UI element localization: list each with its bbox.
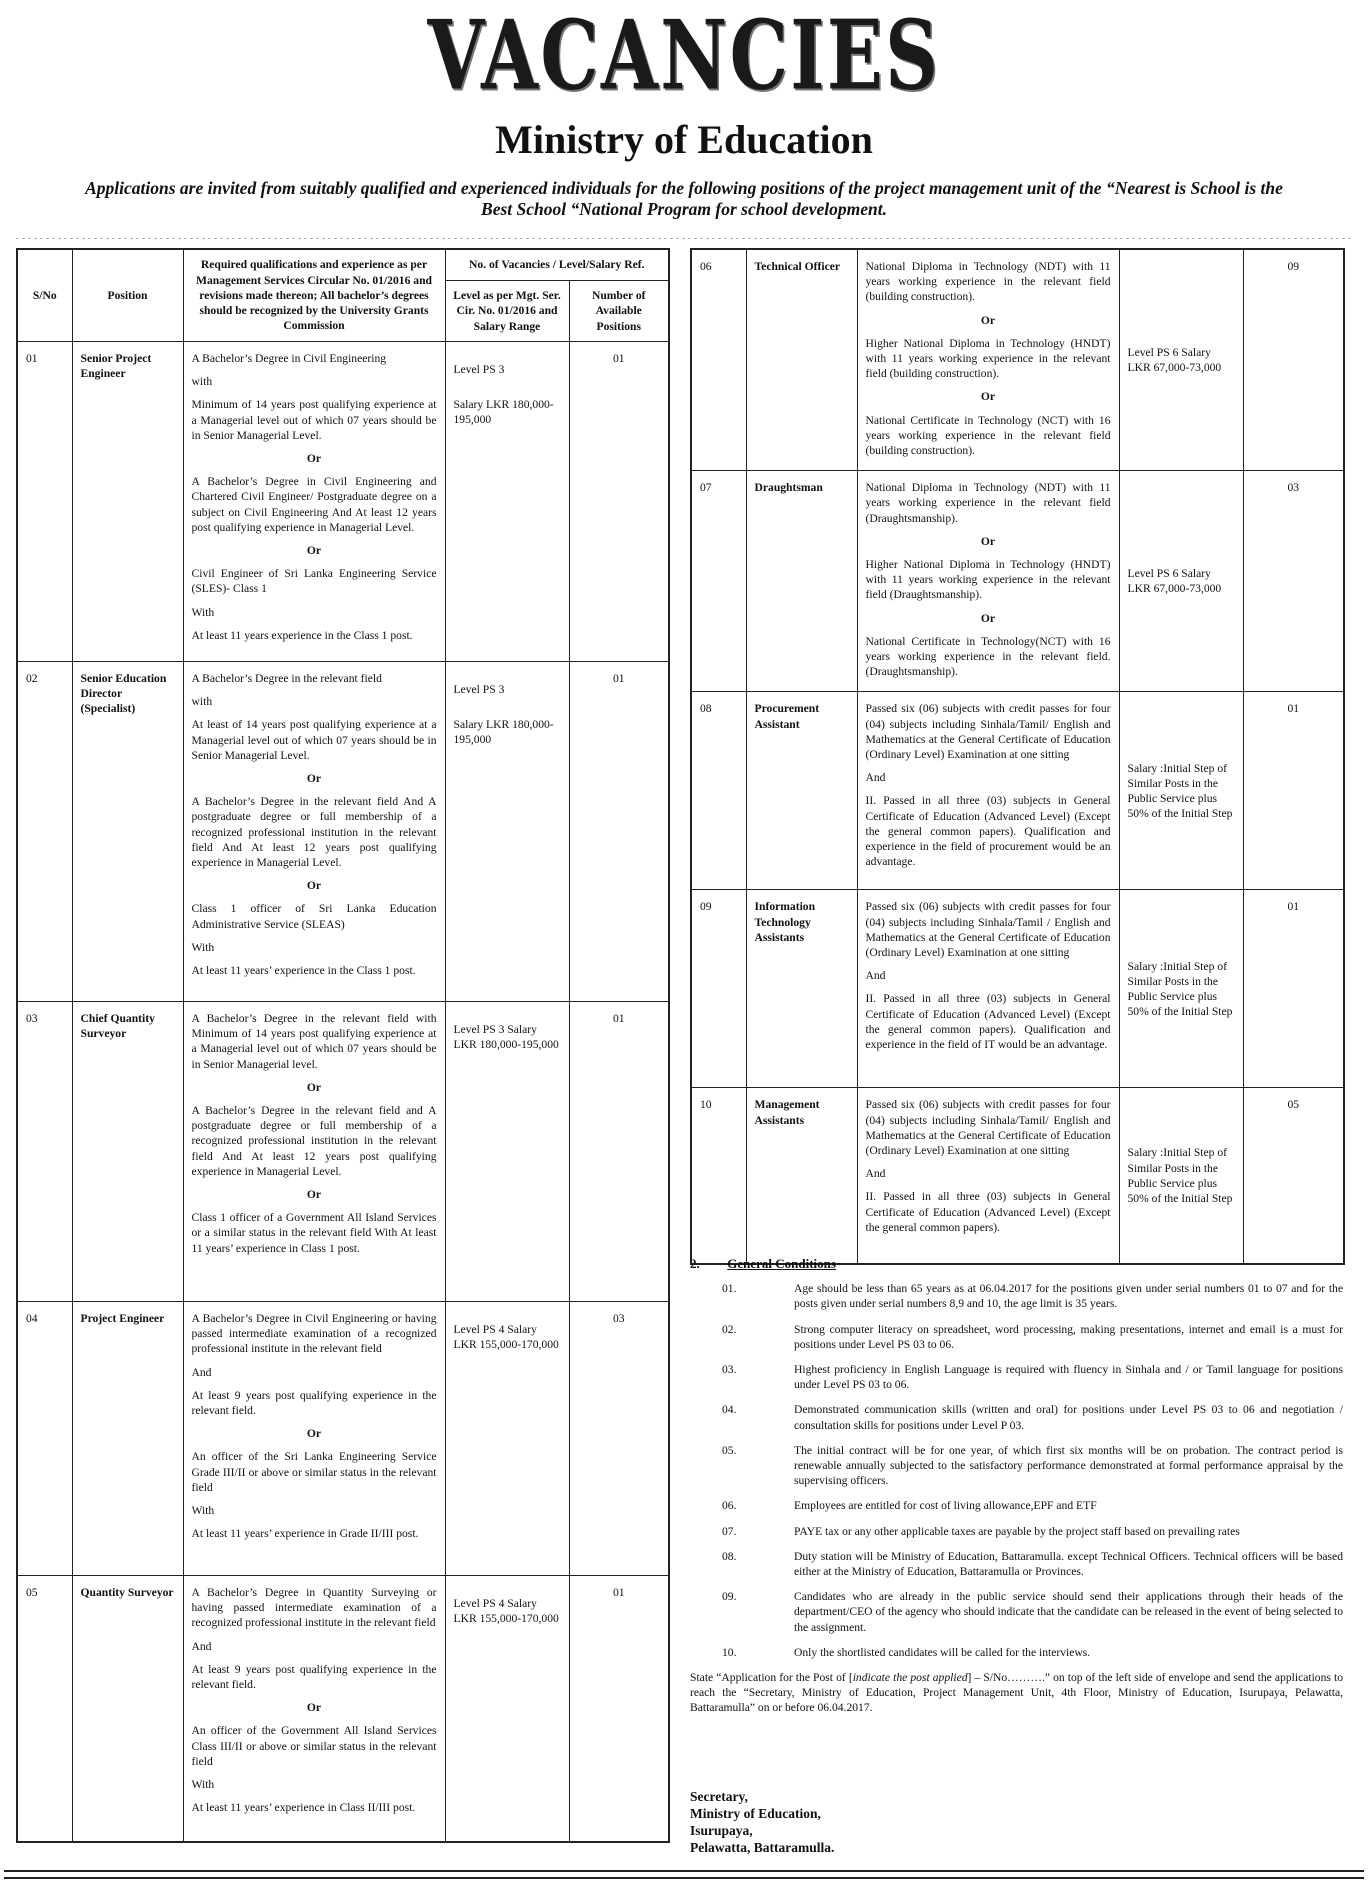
positions-count-cell: 09 <box>1243 249 1344 471</box>
condition-text: Highest proficiency in English Language is required with fluency in Sinhala and / or Tamil language for positions under Level PS 03 to 06. <box>794 1363 1343 1392</box>
header-qualifications: Required qualifications and experience as per Management Services Circular No. 01/2016 and revisions made thereon; All bachelor’s degrees should be recognized by the University Grants Commission <box>183 249 445 342</box>
positions-count-cell: 01 <box>1243 890 1344 1088</box>
conditions-list <box>690 1281 1343 1660</box>
condition-number: 09. <box>722 1590 737 1604</box>
serial-number-cell: 04 <box>17 1302 72 1576</box>
qualification-line: A Bachelor’s Degree in the relevant field with Minimum of 14 years post qualifying experience at a Managerial level out of which 07 years should be in Senior Managerial level. <box>191 1012 437 1071</box>
positions-count-cell: 01 <box>569 1576 669 1842</box>
ministry-heading: Ministry of Education <box>495 117 873 162</box>
qualification-line: With <box>191 1504 215 1518</box>
qualification-line: Or <box>306 1427 322 1441</box>
level-salary-cell <box>1119 1088 1243 1264</box>
qualification-line: And <box>191 1639 212 1653</box>
section-number: 2. <box>690 1256 700 1271</box>
signature-line-3: Isurupaya, <box>690 1823 753 1838</box>
condition-text: Only the shortlisted candidates will be called for the interviews. <box>794 1645 1091 1659</box>
right-table-body <box>691 249 1344 1264</box>
condition-item <box>690 1589 1343 1635</box>
table-row <box>17 1002 669 1302</box>
level-salary-cell <box>445 1302 569 1576</box>
table-row <box>17 662 669 1002</box>
qualification-line: II. Passed in all three (03) subjects in General Certificate of Education (Advanced Level) (Except the general common papers). Qualification and experience in the field of IT would be an advantage. <box>865 992 1111 1052</box>
table-row <box>17 1302 669 1576</box>
qualification-line: Or <box>306 544 322 558</box>
level-salary-cell <box>1119 471 1243 692</box>
qualification-line: A Bachelor’s Degree in Civil Engineering <box>191 352 387 365</box>
qualification-line: Class 1 officer of a Government All Island Services or a similar status in the relevant field With At least 11 years’ experience in Class 1 post. <box>191 1211 437 1255</box>
level-salary-line: Salary :Initial Step of Similar Posts in the Public Service plus 50% of the Initial Step <box>1127 1146 1233 1205</box>
qualification-line: With <box>191 605 215 619</box>
qualification-line: Civil Engineer of Sri Lanka Engineering Service (SLES)- Class 1 <box>191 567 437 596</box>
qualification-line: At least 11 years’ experience in the Class 1 post. <box>191 964 416 978</box>
qualification-line: Or <box>306 879 322 893</box>
position-cell: Project Engineer <box>72 1302 183 1576</box>
serial-number-cell: 05 <box>17 1576 72 1842</box>
qualification-line: Higher National Diploma in Technology (HNDT) with 11 years working experience in the relevant field (building construction). <box>865 336 1111 381</box>
apply-text-end: ] – S/No……….” on top of the left side of envelope and send the applications to reach the “Secretary, Ministry of Education, Project Management Unit, 4th Floor, Ministry of Education, Isurupaya, Pelawatta, Battaramulla” on or before 06.04.2017. <box>690 1671 1343 1715</box>
qualification-line: A Bachelor’s Degree in the relevant field and A postgraduate degree or full membership of a recognized professional institution in the relevant field And At least 12 years post qualifying experience in Managerial Level. <box>191 1104 437 1178</box>
condition-text: Age should be less than 65 years as at 06.04.2017 for the positions given under serial numbers 01 to 07 and for the posts given under serial numbers 8,9 and 10, the age limit is 35 years. <box>794 1282 1343 1311</box>
qualification-line: Passed six (06) subjects with credit passes for four (04) subjects including Sinhala/Tamil/ English and Mathematics at the General Certificate of Education (Ordinary Level) Examination at one sitting <box>865 702 1111 762</box>
qualification-line: National Certificate in Technology (NCT) with 16 years working experience in the relevant field (building construction). <box>865 413 1111 458</box>
condition-number: 05. <box>722 1443 737 1457</box>
condition-item <box>690 1281 1343 1311</box>
header-position: Position <box>72 249 183 342</box>
qualification-line: Higher National Diploma in Technology (HNDT) with 11 years working experience in the relevant field (Draughtsmanship). <box>865 558 1111 602</box>
qualification-line: II. Passed in all three (03) subjects in General Certificate of Education (Advanced Level) (Except the general common papers). <box>865 1190 1111 1234</box>
condition-number: 06. <box>722 1499 737 1513</box>
condition-number: 03. <box>722 1363 737 1377</box>
qualification-line: At least 11 years’ experience in Grade II/III post. <box>191 1527 419 1541</box>
qualification-line: A Bachelor’s Degree in Civil Engineering or having passed intermediate examination of a recognized professional institute in the relevant field <box>191 1312 437 1356</box>
vacancies-table-right <box>690 248 1345 1265</box>
qualification-line: With <box>191 940 215 954</box>
qualification-line: An officer of the Sri Lanka Engineering Service Grade III/II or above or similar status in the relevant field <box>191 1450 437 1494</box>
position-cell: Quantity Surveyor <box>72 1576 183 1842</box>
qualification-line: National Diploma in Technology (NDT) with 11 years working experience in the relevant field (building construction). <box>865 260 1111 304</box>
level-salary-cell <box>445 662 569 1002</box>
condition-text: Demonstrated communication skills (written and oral) for positions under Level PS 03 to 06 and negotiation / consultation skills for positions under Level P 03. <box>794 1403 1343 1432</box>
level-salary-line: Level PS 6 Salary LKR 67,000-73,000 <box>1127 567 1222 596</box>
header-level: Level as per Mgt. Ser. Cir. No. 01/2016 and Salary Range <box>445 281 569 342</box>
qualification-line: with <box>191 375 213 389</box>
condition-text: PAYE tax or any other applicable taxes are payable by the project staff based on prevailing rates <box>794 1524 1240 1538</box>
qualification-line: Class 1 officer of Sri Lanka Education Administrative Service (SLEAS) <box>191 902 437 931</box>
section-title: General Conditions <box>727 1256 836 1271</box>
condition-number: 01. <box>722 1282 737 1296</box>
serial-number-cell: 10 <box>691 1088 746 1264</box>
level-salary-line: Level PS 6 Salary LKR 67,000-73,000 <box>1127 345 1222 375</box>
qualification-line: National Diploma in Technology (NDT) with 11 years working experience in the relevant field (Draughtsmanship). <box>865 481 1111 525</box>
positions-count-cell: 01 <box>1243 692 1344 890</box>
condition-item <box>690 1524 1343 1539</box>
signature-line-1: Secretary, <box>690 1789 748 1804</box>
condition-item <box>690 1362 1343 1392</box>
apply-text-start: State “Application for the Post of [ <box>690 1671 853 1685</box>
qualifications-cell <box>857 471 1119 692</box>
condition-number: 04. <box>722 1403 737 1417</box>
qualification-line: At least 11 years experience in the Class 1 post. <box>191 628 413 642</box>
qualification-line: Or <box>306 1701 322 1715</box>
condition-number: 10. <box>722 1645 737 1659</box>
serial-number-cell: 06 <box>691 249 746 471</box>
level-salary-cell <box>445 342 569 662</box>
positions-count-cell: 01 <box>569 662 669 1002</box>
table-row <box>691 249 1344 471</box>
qualifications-cell <box>857 1088 1119 1264</box>
header-vacancies-group: No. of Vacancies / Level/Salary Ref. <box>445 249 669 281</box>
condition-item <box>690 1443 1343 1489</box>
qualification-line: National Certificate in Technology(NCT) with 16 years working experience in the relevant field. (Draughtsmanship). <box>865 634 1111 679</box>
header-count: Number of Available Positions <box>569 281 669 342</box>
level-salary-line: Level PS 4 Salary LKR 155,000-170,000 <box>453 1597 559 1626</box>
level-salary-cell <box>1119 692 1243 890</box>
level-salary-cell <box>1119 890 1243 1088</box>
qualification-line: Or <box>306 1188 322 1202</box>
condition-text: The initial contract will be for one year, of which first six months will be on probation. The contract period is renewable annually subjected to the satisfactory performance demonstrated at formal performance appraisal by the supervising officers. <box>794 1443 1343 1488</box>
position-cell: Management Assistants <box>746 1088 857 1264</box>
qualifications-cell <box>857 249 1119 471</box>
level-salary-line: Level PS 4 Salary LKR 155,000-170,000 <box>453 1323 559 1352</box>
signature-line-2: Ministry of Education, <box>690 1806 821 1821</box>
qualification-line: A Bachelor’s Degree in Civil Engineering and Chartered Civil Engineer/ Postgraduate degree on a subject on Civil Engineering And At least 12 years post qualifying experience in Managerial Level. <box>191 475 437 534</box>
qualification-line: Or <box>980 534 996 548</box>
qualification-line: Or <box>306 1080 322 1094</box>
qualification-line: Or <box>980 611 996 625</box>
general-conditions <box>690 1256 1343 1716</box>
position-cell: Information Technology Assistants <box>746 890 857 1088</box>
intro-text: Applications are invited from suitably qualified and experienced individuals for the following positions of the project management unit of the “Nearest is School is the Best School “National Program for school development. <box>85 178 1283 219</box>
qualification-line: with <box>191 695 213 709</box>
table-row <box>691 471 1344 692</box>
qualification-line: And <box>865 1167 886 1181</box>
qualification-line: Or <box>306 452 322 466</box>
level-salary-cell <box>445 1576 569 1842</box>
position-cell: Chief Quantity Surveyor <box>72 1002 183 1302</box>
qualification-line: At least of 14 years post qualifying experience at a Managerial level out of which 07 years should be in Senior Managerial Level. <box>191 718 437 762</box>
qualification-line: Passed six (06) subjects with credit passes for four (04) subjects including Sinhala/Tamil / English and Mathematics at the General Certificate of Education (Ordinary Level) Examination at one sitting <box>865 900 1111 960</box>
left-table-body <box>17 342 669 1842</box>
serial-number-cell: 08 <box>691 692 746 890</box>
page-title: VACANCIES <box>427 0 941 113</box>
position-cell: Procurement Assistant <box>746 692 857 890</box>
table-row <box>691 1088 1344 1264</box>
qualification-line: And <box>865 771 886 785</box>
table-row <box>17 1576 669 1842</box>
signature-block <box>690 1788 834 1856</box>
vacancies-table-left <box>16 248 670 1843</box>
signature-line-4: Pelawatta, Battaramulla. <box>690 1840 835 1855</box>
qualification-line: Or <box>980 390 996 404</box>
qualification-line: A Bachelor’s Degree in the relevant field And A postgraduate degree or full membership of a recognized professional institution in the relevant field And At least 12 years post qualifying experience in Managerial Level. <box>191 795 437 870</box>
header-sno: S/No <box>17 249 72 342</box>
serial-number-cell: 01 <box>17 342 72 662</box>
table-row <box>691 692 1344 890</box>
qualifications-cell <box>183 662 445 1002</box>
condition-item <box>690 1322 1343 1352</box>
condition-text: Employees are entitled for cost of living allowance,EPF and ETF <box>794 1499 1097 1513</box>
level-salary-line: Level PS 3 Salary LKR 180,000-195,000 <box>453 1023 559 1052</box>
condition-item <box>690 1645 1343 1660</box>
positions-count-cell: 03 <box>1243 471 1344 692</box>
qualifications-cell <box>857 692 1119 890</box>
qualification-line: Passed six (06) subjects with credit passes for four (04) subjects including Sinhala/Tamil/ English and Mathematics at the General Certificate of Education (Ordinary Level) Examination at one sitting <box>865 1098 1111 1158</box>
qualification-line: II. Passed in all three (03) subjects in General Certificate of Education (Advanced Level) (Except the general common papers). Qualification and experience in the field of procurement would be an advantage. <box>865 794 1111 869</box>
qualifications-cell <box>183 1302 445 1576</box>
qualification-line: Or <box>980 313 996 327</box>
condition-item <box>690 1549 1343 1579</box>
qualification-line: Minimum of 14 years post qualifying experience at a Managerial level out of which 07 years should be in Senior Managerial Level. <box>191 398 437 442</box>
apply-text-italic: indicate the post applied <box>852 1671 968 1685</box>
level-salary-line: Level PS 3 <box>453 683 505 696</box>
qualification-line: At least 9 years post qualifying experience in the relevant field. <box>191 1388 437 1418</box>
level-salary-cell <box>1119 249 1243 471</box>
positions-count-cell: 01 <box>569 1002 669 1302</box>
positions-count-cell: 03 <box>569 1302 669 1576</box>
serial-number-cell: 03 <box>17 1002 72 1302</box>
qualifications-cell <box>857 890 1119 1088</box>
condition-text: Duty station will be Ministry of Education, Battaramulla. except Technical Officers. Technical officers will be based either at the Ministry of Education, Battaramulla or Provinces. <box>794 1549 1343 1579</box>
qualification-line: At least 9 years post qualifying experience in the relevant field. <box>191 1662 437 1692</box>
qualification-line: A Bachelor’s Degree in Quantity Surveying or having passed intermediate examination of a recognized professional institute in the relevant field <box>191 1586 437 1630</box>
application-instructions <box>690 1670 1343 1716</box>
level-salary-cell <box>445 1002 569 1302</box>
qualifications-cell <box>183 1576 445 1842</box>
general-conditions-title <box>690 1256 1343 1271</box>
table-row <box>691 890 1344 1088</box>
condition-item <box>690 1402 1343 1432</box>
qualification-line: An officer of the Government All Island Services Class III/II or above or similar status in the relevant field <box>191 1724 437 1768</box>
serial-number-cell: 09 <box>691 890 746 1088</box>
qualification-line: And <box>865 969 886 983</box>
qualification-line: At least 11 years’ experience in Class II/III post. <box>191 1801 416 1815</box>
bottom-border <box>4 1870 1364 1879</box>
qualifications-cell <box>183 1002 445 1302</box>
condition-item <box>690 1498 1343 1513</box>
position-cell: Senior Education Director (Specialist) <box>72 662 183 1002</box>
level-salary-line: Level PS 3 <box>453 363 505 376</box>
serial-number-cell: 02 <box>17 662 72 1002</box>
qualification-line: With <box>191 1778 215 1792</box>
level-salary-line: Salary :Initial Step of Similar Posts in the Public Service plus 50% of the Initial Step <box>1127 959 1233 1019</box>
condition-text: Strong computer literacy on spreadsheet, word processing, making presentations, internet and email is a must for positions under Level PS 03 to 06. <box>794 1322 1343 1351</box>
wavy-divider-line <box>16 236 1352 239</box>
condition-number: 02. <box>722 1322 737 1336</box>
level-salary-line: Salary LKR 180,000-195,000 <box>453 718 554 747</box>
position-cell: Technical Officer <box>746 249 857 471</box>
qualification-line: A Bachelor’s Degree in the relevant field <box>191 672 382 685</box>
qualification-line: And <box>191 1365 212 1379</box>
position-cell: Draughtsman <box>746 471 857 692</box>
level-salary-line: Salary LKR 180,000- 195,000 <box>453 398 554 427</box>
condition-number: 08. <box>722 1549 737 1563</box>
condition-number: 07. <box>722 1524 737 1538</box>
wavy-divider <box>16 231 1352 239</box>
condition-text: Candidates who are already in the public service should send their applications through their heads of the department/CEO of the agency who should indicate that the candidate can be released in the event of being selected to the assignment. <box>794 1590 1343 1634</box>
serial-number-cell: 07 <box>691 471 746 692</box>
qualifications-cell <box>183 342 445 662</box>
position-cell: Senior Project Engineer <box>72 342 183 662</box>
positions-count-cell: 05 <box>1243 1088 1344 1264</box>
level-salary-line: Salary :Initial Step of Similar Posts in the Public Service plus 50% of the Initial Step <box>1127 761 1233 821</box>
positions-count-cell: 01 <box>569 342 669 662</box>
table-row <box>17 342 669 662</box>
qualification-line: Or <box>306 772 322 786</box>
